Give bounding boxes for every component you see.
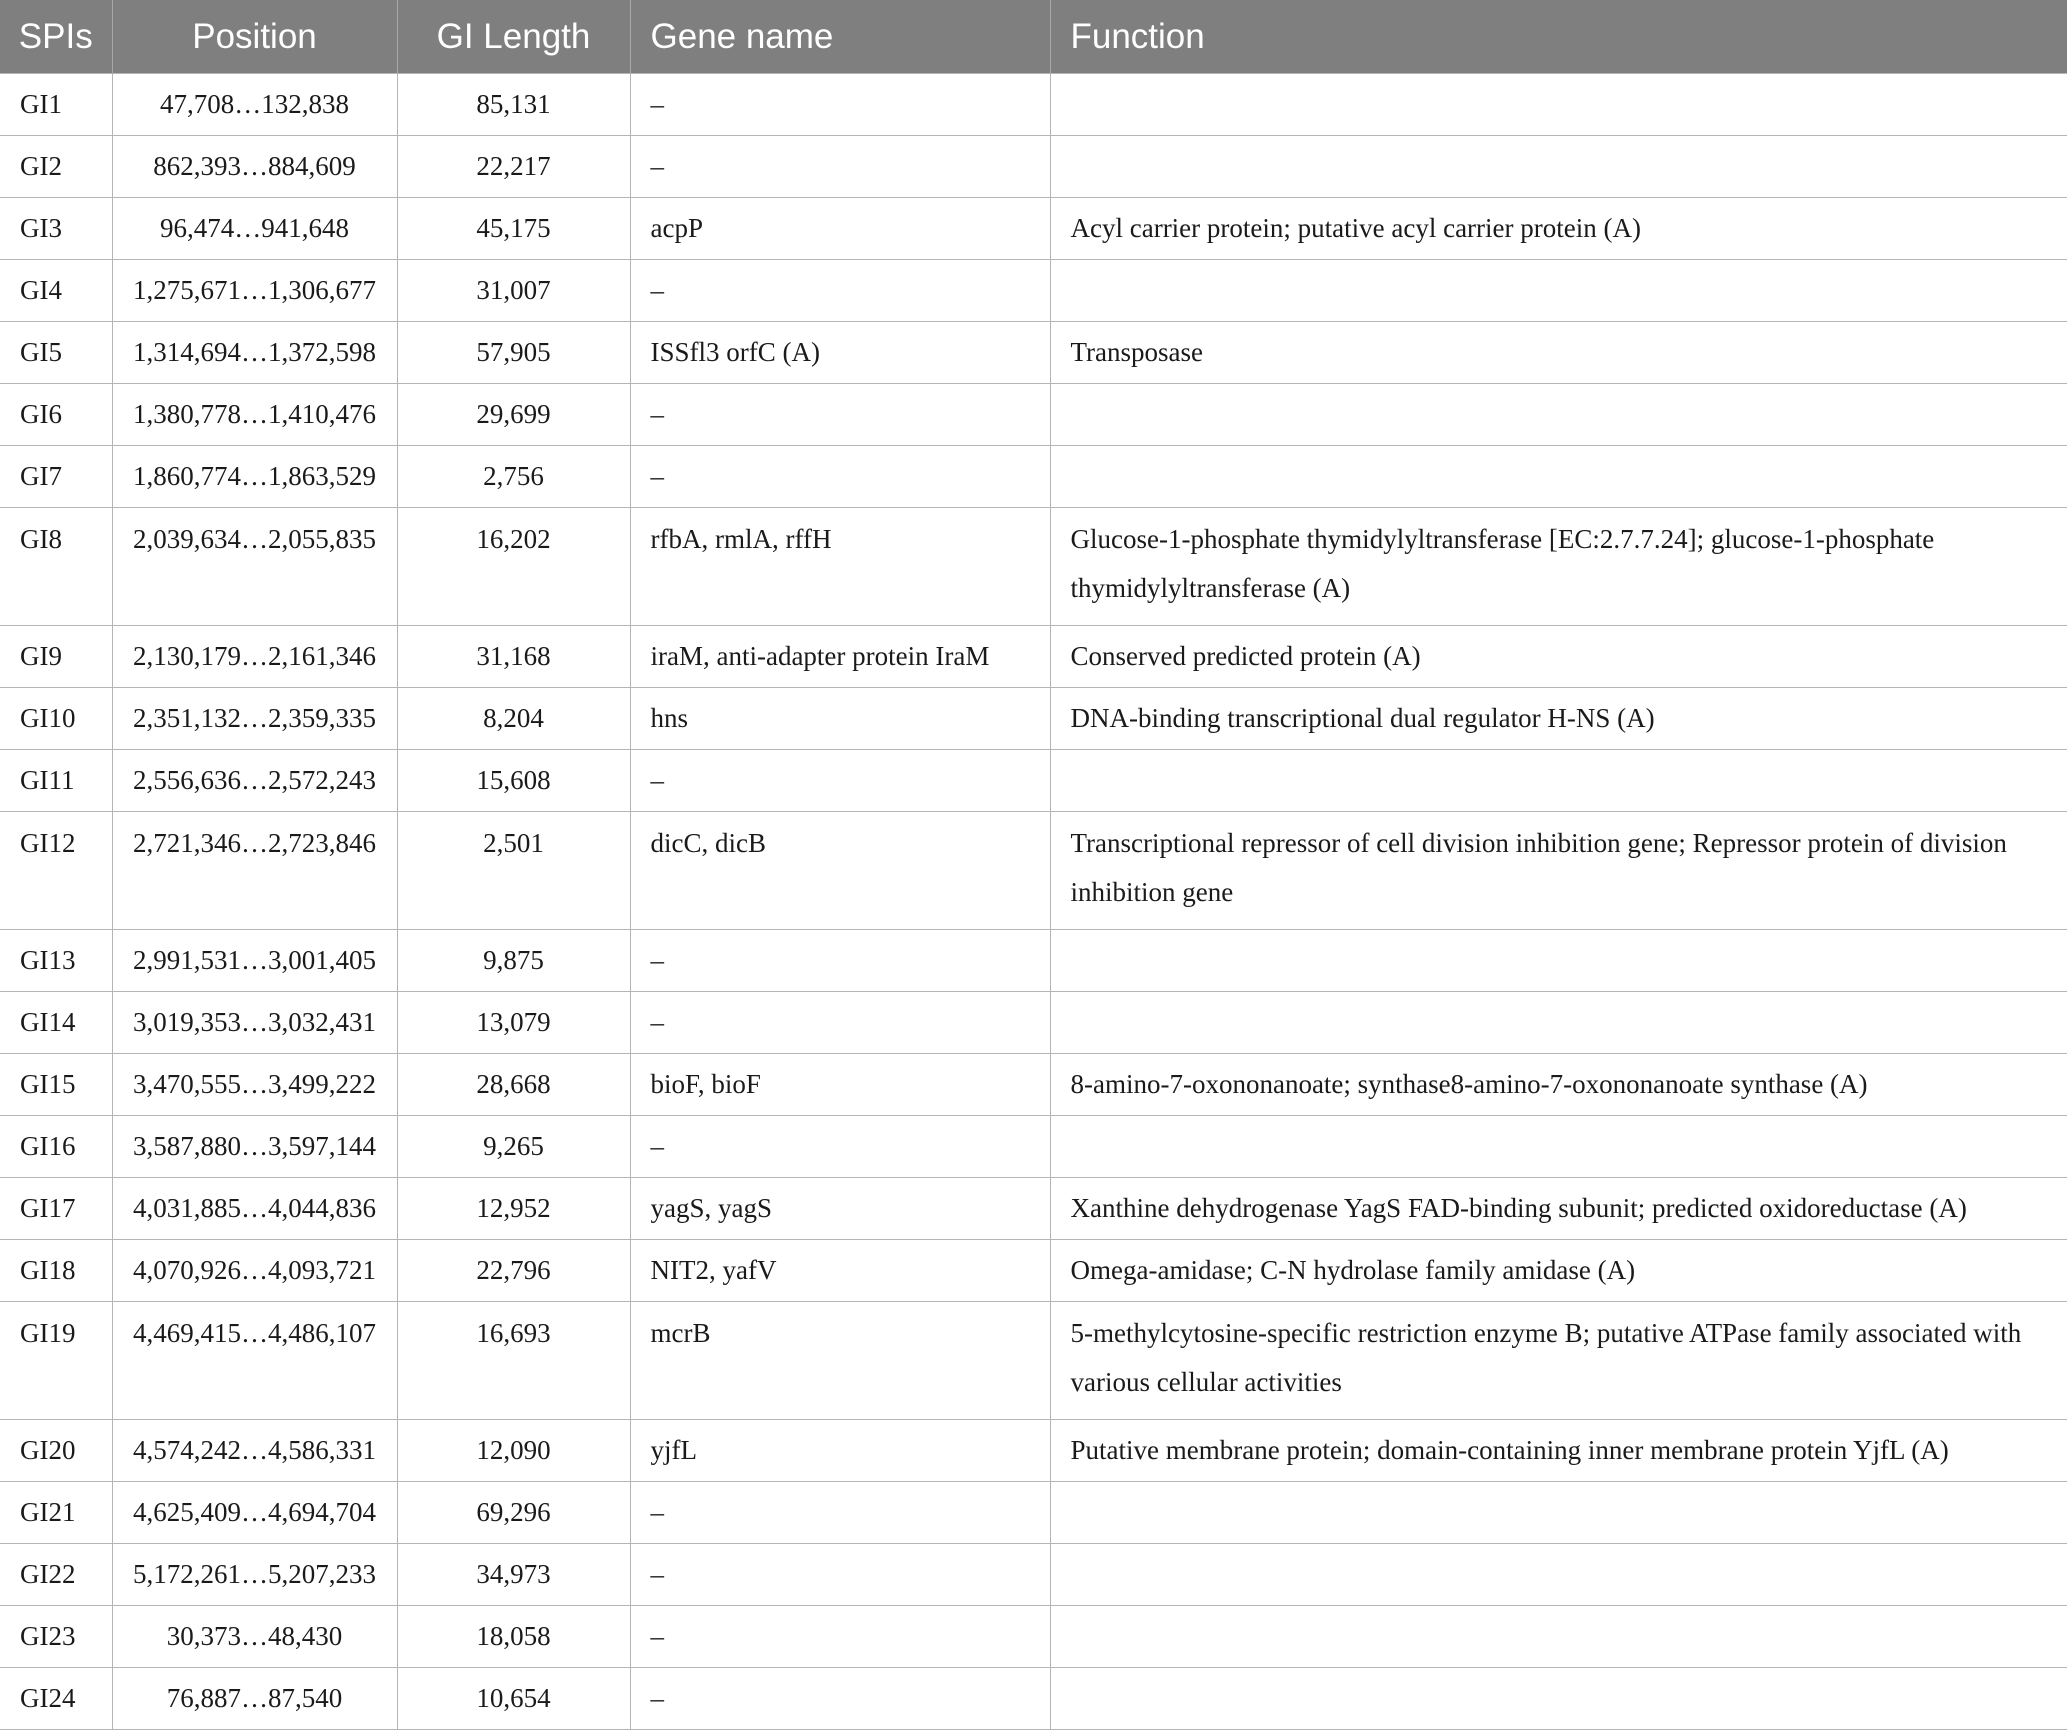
function-cell: [1050, 1544, 2067, 1606]
position-cell: 1,275,671…1,306,677: [112, 260, 397, 322]
gi-length-cell: 57,905: [397, 322, 630, 384]
table-row: [0, 1420, 2067, 1482]
spi-cell: GI17: [0, 1178, 112, 1240]
spi-cell: GI5: [0, 322, 112, 384]
table-row: [0, 1054, 2067, 1116]
table-row: [0, 626, 2067, 688]
header-gi-length: GI Length: [397, 0, 630, 74]
function-cell: [1050, 74, 2067, 136]
gi-length-cell: 15,608: [397, 750, 630, 812]
table-row: [0, 812, 2067, 930]
gene-name-cell: yjfL: [630, 1420, 1050, 1482]
table-row: [0, 74, 2067, 136]
spi-cell: GI20: [0, 1420, 112, 1482]
position-cell: 47,708…132,838: [112, 74, 397, 136]
spi-cell: GI7: [0, 446, 112, 508]
gi-length-cell: 9,875: [397, 930, 630, 992]
position-cell: 2,991,531…3,001,405: [112, 930, 397, 992]
function-cell: [1050, 750, 2067, 812]
function-cell: 5-methylcytosine-specific restriction enzyme B; putative ATPase family associated with various cellular activities: [1050, 1302, 2067, 1420]
function-cell: [1050, 384, 2067, 446]
gene-name-cell: –: [630, 1606, 1050, 1668]
table-row: [0, 1178, 2067, 1240]
gi-length-cell: 16,202: [397, 508, 630, 626]
spi-cell: GI19: [0, 1302, 112, 1420]
gi-length-cell: 31,168: [397, 626, 630, 688]
spi-cell: GI22: [0, 1544, 112, 1606]
function-cell: Xanthine dehydrogenase YagS FAD-binding subunit; predicted oxidoreductase (A): [1050, 1178, 2067, 1240]
spi-cell: GI24: [0, 1668, 112, 1730]
table-row: [0, 1482, 2067, 1544]
function-cell: [1050, 1606, 2067, 1668]
table-row: [0, 930, 2067, 992]
table-row: [0, 260, 2067, 322]
gene-name-cell: dicC, dicB: [630, 812, 1050, 930]
gene-name-cell: rfbA, rmlA, rffH: [630, 508, 1050, 626]
position-cell: 862,393…884,609: [112, 136, 397, 198]
position-cell: 2,351,132…2,359,335: [112, 688, 397, 750]
function-cell: 8-amino-7-oxononanoate; synthase8-amino-7-oxononanoate synthase (A): [1050, 1054, 2067, 1116]
table-row: [0, 508, 2067, 626]
position-cell: 96,474…941,648: [112, 198, 397, 260]
gi-length-cell: 18,058: [397, 1606, 630, 1668]
gi-length-cell: 10,654: [397, 1668, 630, 1730]
position-cell: 2,556,636…2,572,243: [112, 750, 397, 812]
spi-cell: GI18: [0, 1240, 112, 1302]
function-cell: [1050, 446, 2067, 508]
header-function: Function: [1050, 0, 2067, 74]
function-cell: [1050, 930, 2067, 992]
position-cell: 3,587,880…3,597,144: [112, 1116, 397, 1178]
position-cell: 30,373…48,430: [112, 1606, 397, 1668]
gene-name-cell: –: [630, 1116, 1050, 1178]
gene-name-cell: –: [630, 1544, 1050, 1606]
gi-length-cell: 22,796: [397, 1240, 630, 1302]
table-row: [0, 1606, 2067, 1668]
header-row: [0, 0, 2067, 74]
gi-length-cell: 28,668: [397, 1054, 630, 1116]
spi-cell: GI2: [0, 136, 112, 198]
gi-length-cell: 31,007: [397, 260, 630, 322]
table-header: [0, 0, 2067, 74]
position-cell: 4,574,242…4,586,331: [112, 1420, 397, 1482]
spi-cell: GI15: [0, 1054, 112, 1116]
position-cell: 76,887…87,540: [112, 1668, 397, 1730]
table-row: [0, 750, 2067, 812]
function-cell: [1050, 260, 2067, 322]
gene-name-cell: iraM, anti-adapter protein IraM: [630, 626, 1050, 688]
function-cell: Glucose-1-phosphate thymidylyltransferase [EC:2.7.7.24]; glucose-1-phosphate thymidylyltransferase (A): [1050, 508, 2067, 626]
header-position: Position: [112, 0, 397, 74]
table-row: [0, 446, 2067, 508]
gene-name-cell: –: [630, 930, 1050, 992]
position-cell: 1,860,774…1,863,529: [112, 446, 397, 508]
gi-length-cell: 85,131: [397, 74, 630, 136]
gi-length-cell: 69,296: [397, 1482, 630, 1544]
gene-name-cell: –: [630, 1482, 1050, 1544]
position-cell: 4,625,409…4,694,704: [112, 1482, 397, 1544]
gi-length-cell: 8,204: [397, 688, 630, 750]
spi-cell: GI8: [0, 508, 112, 626]
gi-length-cell: 45,175: [397, 198, 630, 260]
spi-cell: GI3: [0, 198, 112, 260]
gene-name-cell: mcrB: [630, 1302, 1050, 1420]
table-row: [0, 384, 2067, 446]
table-row: [0, 322, 2067, 384]
spi-cell: GI14: [0, 992, 112, 1054]
function-cell: Putative membrane protein; domain-containing inner membrane protein YjfL (A): [1050, 1420, 2067, 1482]
function-cell: Omega-amidase; C-N hydrolase family amidase (A): [1050, 1240, 2067, 1302]
gene-name-cell: hns: [630, 688, 1050, 750]
table-row: [0, 1302, 2067, 1420]
table-row: [0, 1668, 2067, 1730]
header-spis: SPIs: [0, 0, 112, 74]
position-cell: 2,721,346…2,723,846: [112, 812, 397, 930]
function-cell: [1050, 992, 2067, 1054]
gene-name-cell: –: [630, 992, 1050, 1054]
function-cell: Acyl carrier protein; putative acyl carrier protein (A): [1050, 198, 2067, 260]
gi-length-cell: 16,693: [397, 1302, 630, 1420]
gene-name-cell: –: [630, 1668, 1050, 1730]
gene-name-cell: –: [630, 74, 1050, 136]
position-cell: 3,470,555…3,499,222: [112, 1054, 397, 1116]
gi-length-cell: 2,501: [397, 812, 630, 930]
table-row: [0, 1240, 2067, 1302]
spi-cell: GI13: [0, 930, 112, 992]
gene-name-cell: –: [630, 260, 1050, 322]
table-row: [0, 992, 2067, 1054]
gene-name-cell: NIT2, yafV: [630, 1240, 1050, 1302]
spi-cell: GI16: [0, 1116, 112, 1178]
gene-name-cell: bioF, bioF: [630, 1054, 1050, 1116]
spi-cell: GI11: [0, 750, 112, 812]
gene-name-cell: –: [630, 136, 1050, 198]
spi-cell: GI9: [0, 626, 112, 688]
function-cell: DNA-binding transcriptional dual regulator H-NS (A): [1050, 688, 2067, 750]
table-row: [0, 688, 2067, 750]
gi-length-cell: 12,090: [397, 1420, 630, 1482]
spi-cell: GI10: [0, 688, 112, 750]
position-cell: 4,070,926…4,093,721: [112, 1240, 397, 1302]
gi-length-cell: 2,756: [397, 446, 630, 508]
position-cell: 4,469,415…4,486,107: [112, 1302, 397, 1420]
position-cell: 4,031,885…4,044,836: [112, 1178, 397, 1240]
gene-name-cell: acpP: [630, 198, 1050, 260]
function-cell: Transposase: [1050, 322, 2067, 384]
spi-cell: GI4: [0, 260, 112, 322]
header-gene-name: Gene name: [630, 0, 1050, 74]
gi-length-cell: 9,265: [397, 1116, 630, 1178]
spi-cell: GI6: [0, 384, 112, 446]
gi-length-cell: 34,973: [397, 1544, 630, 1606]
function-cell: Conserved predicted protein (A): [1050, 626, 2067, 688]
function-cell: [1050, 1482, 2067, 1544]
position-cell: 1,380,778…1,410,476: [112, 384, 397, 446]
table-row: [0, 1544, 2067, 1606]
function-cell: [1050, 1116, 2067, 1178]
table-body: [0, 74, 2067, 1730]
gi-length-cell: 22,217: [397, 136, 630, 198]
table-row: [0, 198, 2067, 260]
spi-cell: GI12: [0, 812, 112, 930]
gi-length-cell: 13,079: [397, 992, 630, 1054]
gi-length-cell: 12,952: [397, 1178, 630, 1240]
spi-cell: GI23: [0, 1606, 112, 1668]
gene-name-cell: –: [630, 384, 1050, 446]
function-cell: Transcriptional repressor of cell division inhibition gene; Repressor protein of division inhibition gene: [1050, 812, 2067, 930]
spi-cell: GI21: [0, 1482, 112, 1544]
gene-name-cell: ISSfl3 orfC (A): [630, 322, 1050, 384]
gene-name-cell: yagS, yagS: [630, 1178, 1050, 1240]
position-cell: 1,314,694…1,372,598: [112, 322, 397, 384]
gi-length-cell: 29,699: [397, 384, 630, 446]
position-cell: 5,172,261…5,207,233: [112, 1544, 397, 1606]
position-cell: 2,039,634…2,055,835: [112, 508, 397, 626]
function-cell: [1050, 1668, 2067, 1730]
position-cell: 2,130,179…2,161,346: [112, 626, 397, 688]
table-row: [0, 136, 2067, 198]
gene-name-cell: –: [630, 446, 1050, 508]
gene-name-cell: –: [630, 750, 1050, 812]
table-row: [0, 1116, 2067, 1178]
function-cell: [1050, 136, 2067, 198]
spi-cell: GI1: [0, 74, 112, 136]
position-cell: 3,019,353…3,032,431: [112, 992, 397, 1054]
